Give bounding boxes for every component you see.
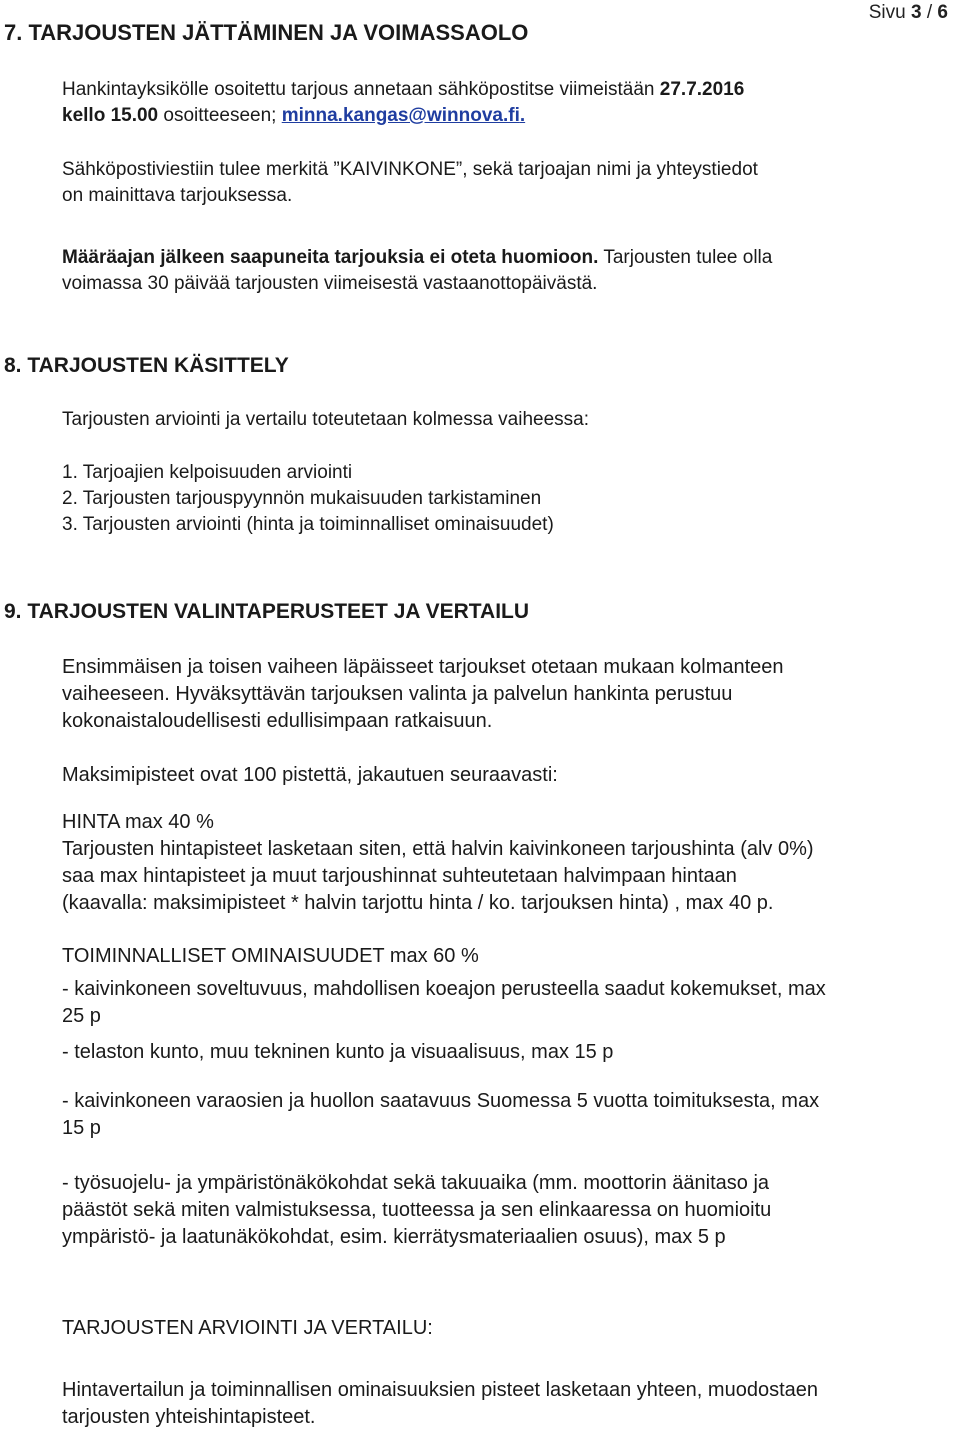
section-9-title: 9. TARJOUSTEN VALINTAPERUSTEET JA VERTAILU [4, 600, 530, 623]
text-line: kokonaistaloudellisesti edullisimpaan ratkaisuun. [62, 710, 493, 732]
page-total: 6 [937, 2, 948, 23]
functional-criterion-2: - telaston kunto, muu tekninen kunto ja visuaalisuus, max 15 p [62, 1041, 614, 1063]
list-item: 3. Tarjousten arviointi (hinta ja toiminnalliset ominaisuudet) [62, 514, 554, 535]
section-7-paragraph-3 [62, 245, 772, 297]
page-number [869, 2, 948, 24]
text-line: Sähköpostiviestiin tulee merkitä ”KAIVINKONE”, sekä tarjoajan nimi ja yhteystiedot [62, 159, 758, 180]
text-line: ympäristö- ja laatunäkökohdat, esim. kierrätysmateriaalien osuus), max 5 p [62, 1226, 726, 1248]
email-link[interactable]: minna.kangas@winnova.fi [281, 105, 520, 126]
text: Hankintayksikölle osoitettu tarjous annetaan sähköpostitse viimeistään [62, 79, 660, 100]
deadline-notice: Määräajan jälkeen saapuneita tarjouksia ei oteta huomioon. [62, 247, 599, 268]
text-line: - työsuojelu- ja ympäristönäkökohdat sekä takuuaika (mm. moottorin äänitaso ja [62, 1172, 770, 1194]
evaluation-phase-list [62, 460, 554, 538]
functional-criteria-heading: TOIMINNALLISET OMINAISUUDET max 60 % [62, 945, 479, 967]
email-link-period: . [519, 105, 526, 126]
functional-criterion-1 [62, 976, 826, 1030]
max-points-text: Maksimipisteet ovat 100 pistettä, jakautuen seuraavasti: [62, 764, 558, 786]
text-line: saa max hintapisteet ja muut tarjoushinnat suhteutetaan halvimpaan hintaan [62, 865, 737, 887]
section-8-title: 8. TARJOUSTEN KÄSITTELY [4, 354, 289, 377]
text-line: 15 p [62, 1117, 101, 1139]
price-criteria [62, 809, 814, 917]
text-line: vaiheeseen. Hyväksyttävän tarjouksen valinta ja palvelun hankinta perustuu [62, 683, 733, 705]
page-current: 3 [911, 2, 922, 23]
text: Tarjousten tulee olla [598, 247, 773, 268]
text-line: päästöt sekä miten valmistuksessa, tuotteessa ja sen elinkaaressa on huomioitu [62, 1199, 772, 1221]
text-line: on mainittava tarjouksessa. [62, 185, 293, 206]
section-7-paragraph-2 [62, 157, 758, 209]
section-7-paragraph-1 [62, 77, 744, 129]
functional-criterion-4 [62, 1170, 771, 1251]
text-line: Ensimmäisen ja toisen vaiheen läpäisseet tarjoukset otetaan mukaan kolmanteen [62, 656, 784, 678]
page-separator: / [926, 2, 933, 23]
text-line: tarjousten yhteishintapisteet. [62, 1406, 316, 1428]
text-line: Tarjousten hintapisteet lasketaan siten, että halvin kaivinkoneen tarjoushinta (alv 0%) [62, 838, 814, 860]
text-line: - kaivinkoneen soveltuvuus, mahdollisen koeajon perusteella saadut kokemukset, max [62, 978, 826, 1000]
section-7-title: 7. TARJOUSTEN JÄTTÄMINEN JA VOIMASSAOLO [4, 20, 529, 45]
evaluation-heading: TARJOUSTEN ARVIOINTI JA VERTAILU: [62, 1317, 433, 1339]
text-line: 25 p [62, 1005, 101, 1027]
section-8-intro: Tarjousten arviointi ja vertailu toteutetaan kolmessa vaiheessa: [62, 409, 590, 430]
text-line: (kaavalla: maksimipisteet * halvin tarjottu hinta / ko. tarjouksen hinta) , max 40 p. [62, 892, 774, 914]
text-line: voimassa 30 päivää tarjousten viimeisestä vastaanottopäivästä. [62, 273, 598, 294]
functional-criterion-3 [62, 1088, 819, 1142]
section-9-paragraph-1 [62, 654, 784, 735]
list-item: 1. Tarjoajien kelpoisuuden arviointi [62, 462, 353, 483]
deadline-date: 27.7.2016 [659, 79, 745, 100]
text-line: - kaivinkoneen varaosien ja huollon saatavuus Suomessa 5 vuotta toimituksesta, max [62, 1090, 820, 1112]
text-line: Hintavertailun ja toiminnallisen ominaisuuksien pisteet lasketaan yhteen, muodostaen [62, 1379, 818, 1401]
page-prefix: Sivu [868, 2, 906, 23]
list-item: 2. Tarjousten tarjouspyynnön mukaisuuden tarkistaminen [62, 488, 542, 509]
deadline-time: kello 15.00 [62, 105, 159, 126]
evaluation-paragraph [62, 1377, 818, 1431]
price-heading: HINTA max 40 % [62, 811, 214, 833]
text: osoitteeseen; [158, 105, 282, 126]
